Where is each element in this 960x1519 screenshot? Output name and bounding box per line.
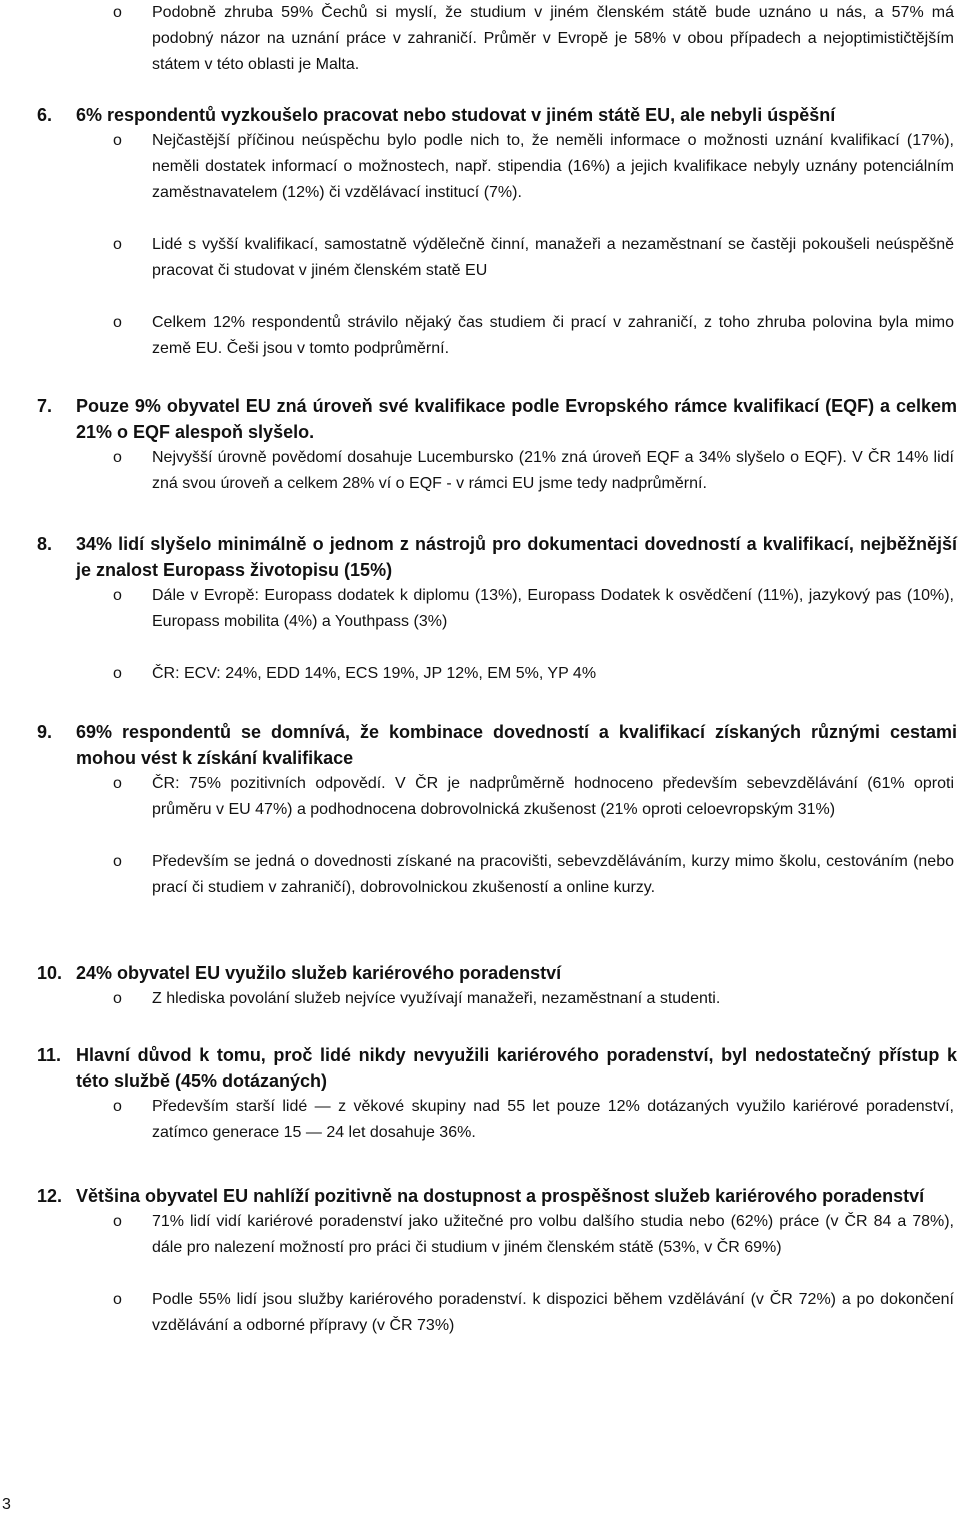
section-12: [37, 1183, 957, 1339]
section-title: Pouze 9% obyvatel EU zná úroveň své kvalifikace podle Evropského rámce kvalifikací (EQF) a celkem 21% o EQF alespoň slyšelo.: [76, 396, 957, 442]
bullet-text: Z hlediska povolání služeb nejvíce využívají manažeři, nezaměstnaní a studenti.: [152, 990, 721, 1007]
section-title: 69% respondentů se domnívá, že kombinace dovedností a kvalifikací získaných různými cestami mohou vést k získání kvalifikace: [76, 722, 957, 768]
bullet-marker: o: [113, 665, 122, 682]
list-item: [37, 849, 957, 901]
bullet-marker: o: [113, 853, 122, 870]
section-heading: [37, 1042, 957, 1094]
bullet-text: Lidé s vyšší kvalifikací, samostatně výdělečně činní, manažeři a nezaměstnaní se častěji pokoušeli neúspěšně pracovat či studovat v jiném členském statě EU: [152, 236, 954, 279]
bullet-marker: o: [113, 775, 122, 792]
bullet-marker: o: [113, 449, 122, 466]
bullet-marker: o: [113, 236, 122, 253]
list-item: [37, 310, 957, 362]
section-10: [37, 960, 957, 1012]
bullet-text: 71% lidí vidí kariérové poradenství jako užitečné pro volbu dalšího studia nebo (62%) práce (v ČR 84 a 78%), dále pro nalezení možností pro práci či studium v jiném členském státě (53%, v ČR 69%): [152, 1213, 954, 1256]
section-9: [37, 719, 957, 901]
bullet-marker: o: [113, 132, 122, 149]
section-heading: [37, 719, 957, 771]
section-title: 24% obyvatel EU využilo služeb kariérového poradenství: [76, 963, 562, 983]
list-item: [37, 986, 957, 1012]
bullet-text: Celkem 12% respondentů strávilo nějaký čas studiem či prací v zahraničí, z toho zhruba polovina byla mimo země EU. Češi jsou v tomto podprůměrní.: [152, 314, 954, 357]
section-8: [37, 531, 957, 687]
bullet-text: ČR: 75% pozitivních odpovědí. V ČR je nadprůměrně hodnoceno především sebevzdělávání (61% oproti průměru v EU 47%) a podhodnocena dobrovolnická zkušenost (21% oproti celoevropským 31%): [152, 775, 954, 818]
section-number: 7.: [37, 396, 53, 416]
bullet-marker: o: [113, 4, 122, 21]
section-11: [37, 1042, 957, 1146]
section-title: Většina obyvatel EU nahlíží pozitivně na dostupnost a prospěšnost služeb kariérového poradenství: [76, 1186, 925, 1206]
section-number: 6.: [37, 105, 53, 125]
bullet-marker: o: [113, 587, 122, 604]
bullet-marker: o: [113, 1098, 122, 1115]
section-number: 9.: [37, 722, 53, 742]
section-number: 8.: [37, 534, 53, 554]
bullet-text: ČR: ECV: 24%, EDD 14%, ECS 19%, JP 12%, EM 5%, YP 4%: [152, 665, 597, 682]
list-item: [37, 128, 957, 206]
section-number: 12.: [37, 1186, 63, 1206]
list-item: [37, 1209, 957, 1261]
page-number: 3: [2, 1496, 11, 1513]
bullet-marker: o: [113, 1213, 122, 1230]
list-item: [37, 1287, 957, 1339]
section-heading: [37, 393, 957, 445]
bullet-marker: o: [113, 990, 122, 1007]
bullet-text: Především se jedná o dovednosti získané na pracovišti, sebevzděláváním, kurzy mimo školu, cestováním (nebo prací či studiem v zahraničí), dobrovolnickou zkušeností a online kurzy.: [152, 853, 954, 896]
section-title: 6% respondentů vyzkoušelo pracovat nebo studovat v jiném státě EU, ale nebyli úspěšní: [76, 105, 836, 125]
section-number: 10.: [37, 963, 63, 983]
bullet-text: Především starší lidé — z věkové skupiny nad 55 let pouze 12% dotázaných využilo kariérové poradenství, zatímco generace 15 — 24 let dosahuje 36%.: [152, 1098, 954, 1141]
bullet-text: Nejčastější příčinou neúspěchu bylo podle nich to, že neměli informace o možnosti uznání kvalifikací (17%), neměli dostatek informací o možnostech, např. stipendia (16%) a jejich kvalifikace nebyly uznány potenciálním zaměstnavatelem (12%) či vzdělávací institucí (7%).: [152, 132, 954, 201]
section-6: [37, 102, 957, 362]
bullet-marker: o: [113, 314, 122, 331]
section-title: 34% lidí slyšelo minimálně o jednom z nástrojů pro dokumentaci dovedností a kvalifikací, nejběžnější je znalost Europass životopisu (15%): [76, 534, 957, 580]
bullet-text: Nejvyšší úrovně povědomí dosahuje Lucembursko (21% zná úroveň EQF a 34% slyšelo o EQF). V ČR 14% lidí zná svou úroveň a celkem 28% ví o EQF - v rámci EU jsme tedy nadprůměrní.: [152, 449, 954, 492]
section-title: Hlavní důvod k tomu, proč lidé nikdy nevyužili kariérového poradenství, byl nedostatečný přístup k této službě (45% dotázaných): [76, 1045, 957, 1091]
list-item: [37, 445, 957, 497]
list-item: [37, 1094, 957, 1146]
section-heading: [37, 960, 957, 986]
section-number: 11.: [37, 1045, 62, 1065]
list-item: [37, 0, 957, 78]
section-heading: [37, 102, 957, 128]
list-item: [37, 583, 957, 635]
bullet-text: Dále v Evropě: Europass dodatek k diplomu (13%), Europass Dodatek k osvědčení (11%), jazykový pas (10%), Europass mobilita (4%) a Youthpass (3%): [152, 587, 954, 630]
list-item: [37, 771, 957, 823]
bullet-marker: o: [113, 1291, 122, 1308]
section-heading: [37, 531, 957, 583]
list-item: [37, 661, 957, 687]
list-item: [37, 232, 957, 284]
intro-block: [37, 0, 957, 78]
bullet-text: Podobně zhruba 59% Čechů si myslí, že studium v jiném členském státě bude uznáno u nás, a 57% má podobný názor na uznání práce v zahraničí. Průměr v Evropě je 58% v obou případech a nejoptimističtějším státem v této oblasti je Malta.: [152, 4, 954, 73]
section-heading: [37, 1183, 957, 1209]
bullet-text: Podle 55% lidí jsou služby kariérového poradenství. k dispozici během vzdělávání (v ČR 72%) a po dokončení vzdělávání a odborné přípravy (v ČR 73%): [152, 1291, 954, 1334]
section-7: [37, 393, 957, 497]
